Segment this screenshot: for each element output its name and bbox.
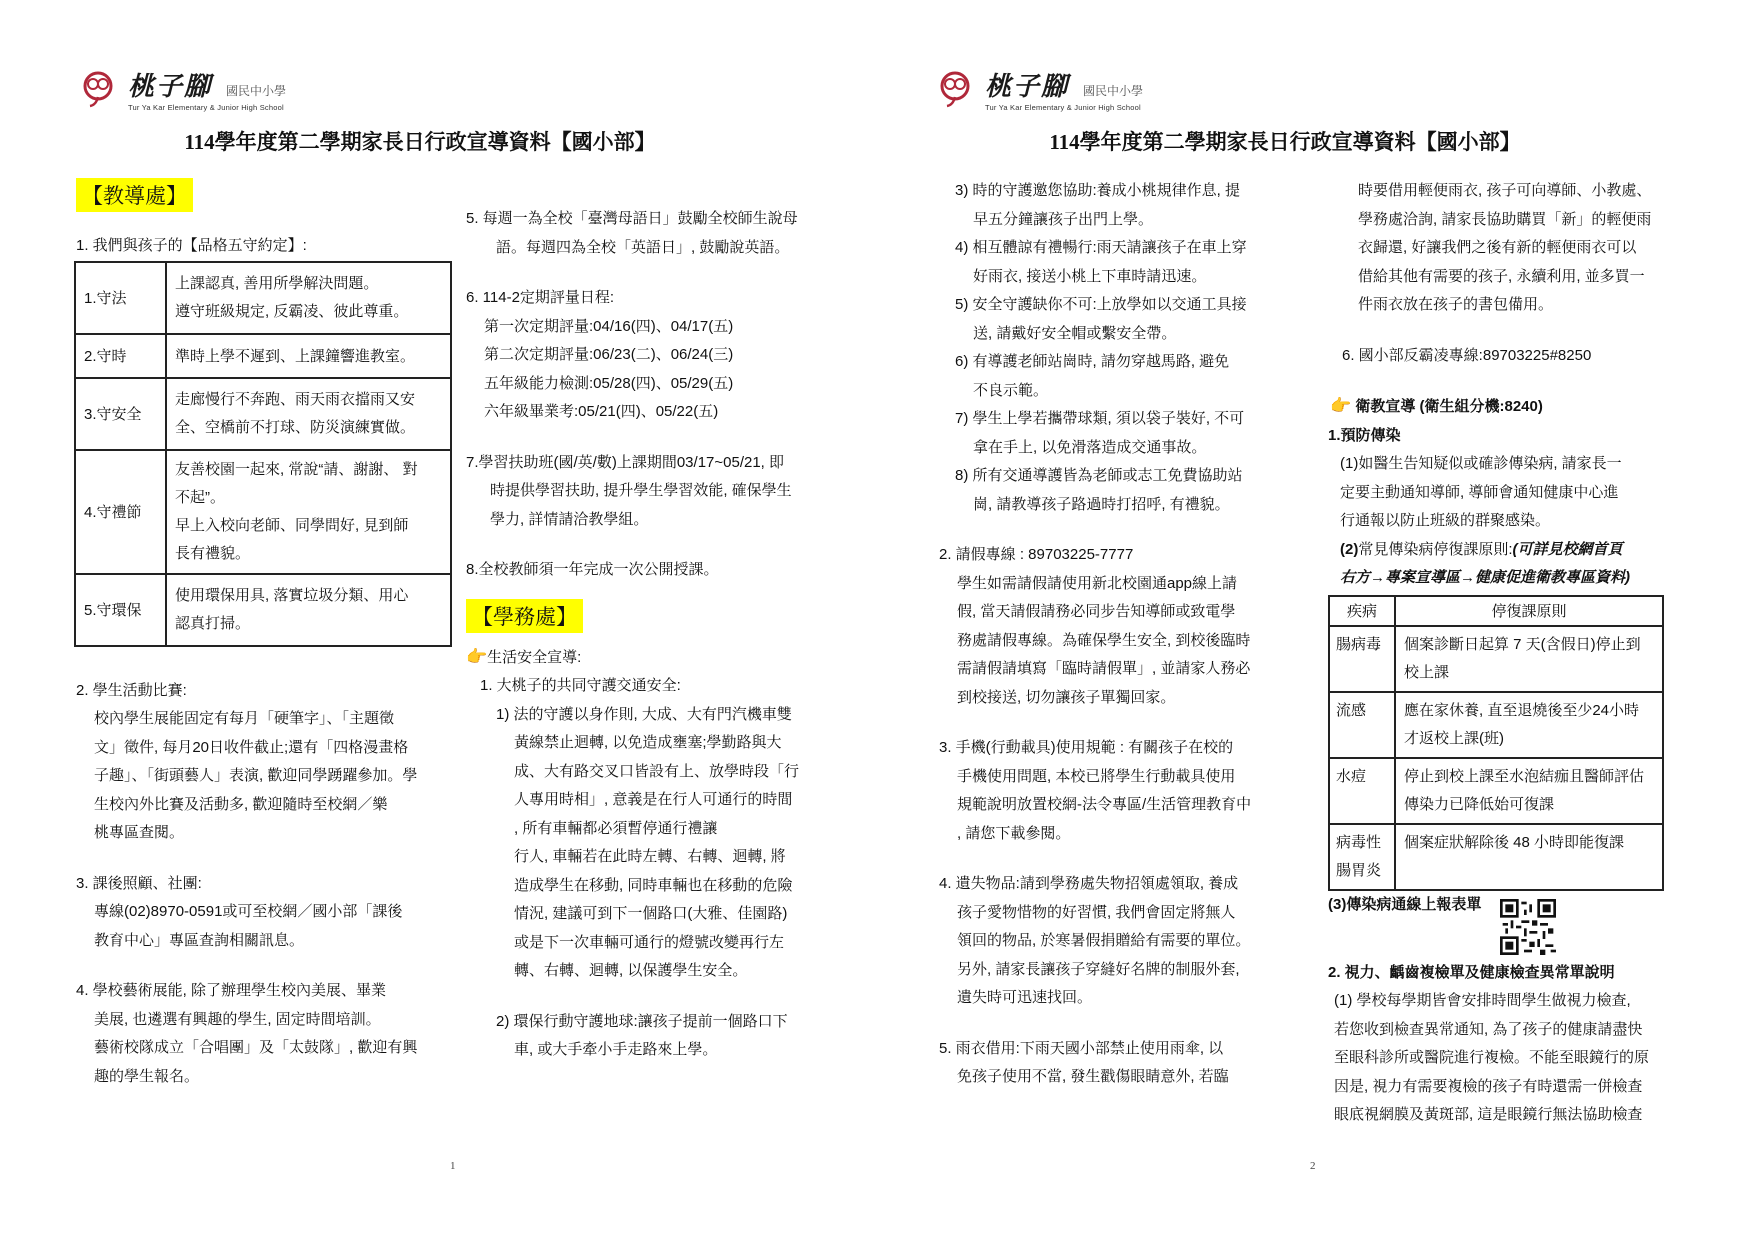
item5-body xyxy=(466,205,846,262)
item1-title: 1. 我們與孩子的【品格五守約定】: xyxy=(76,237,307,254)
text-line: (1) 學校每學期皆會安排時間學生做視力檢查, xyxy=(1334,992,1631,1009)
rule-line: 認真打掃。 xyxy=(175,614,251,632)
school-logo xyxy=(935,66,1143,112)
column-header: 疾病 xyxy=(1329,596,1395,626)
text-line: 轉、右轉、迴轉, 以保護學生安全。 xyxy=(514,962,748,979)
text-line: 5) 安全守護缺你不可:上放學如以交通工具接 xyxy=(955,296,1247,313)
text-line: 遺失時可迅速找回。 xyxy=(957,989,1093,1006)
rule-name: 4.守禮節 xyxy=(75,450,166,574)
text-line: 2. 請假專線 : 89703225-7777 xyxy=(939,546,1134,563)
table-row xyxy=(75,378,451,450)
text-line: 定要主動通知導師, 導師會通知健康中心進 xyxy=(1340,483,1619,501)
text-line: 趣的學生報名。 xyxy=(94,1067,200,1085)
text-line: 衣歸還, 好讓我們之後有新的輕便雨衣可以 xyxy=(1358,239,1637,256)
rule-name: 5.守環保 xyxy=(75,574,166,646)
text-line: 領回的物品, 於寒暑假捐贈給有需要的單位。 xyxy=(957,932,1251,949)
rule-line: 全、空橋前不打球、防災演練實做。 xyxy=(175,418,416,436)
text-line: 學務處洽詢, 請家長協助購買「新」的輕便雨 xyxy=(1358,210,1652,228)
text-line: 車, 或大手牽小手走路來上學。 xyxy=(514,1041,718,1058)
traffic-rules-3-8 xyxy=(955,177,1335,519)
antibully-hotline: 6. 國小部反霸凌專線:89703225#8250 xyxy=(1342,346,1592,364)
vision-title: 2. 視力、齲齒複檢單及健康檢查異常單說明 xyxy=(1328,963,1615,981)
rule-name: 3.守安全 xyxy=(75,378,166,450)
text-line: 造成學生在移動, 同時車輛也在移動的危險 xyxy=(514,876,793,894)
safety-title: 生活安全宣導: xyxy=(487,648,582,666)
text-line: , 請您下載參閱。 xyxy=(957,824,1071,842)
text-line: 美展, 也遴選有興趣的學生, 固定時間培訓。 xyxy=(94,1010,381,1028)
item2-body xyxy=(76,705,456,848)
text-line: 時要借用輕便雨衣, 孩子可向導師、小教處、 xyxy=(1358,182,1652,199)
rule-line: 個案症狀解除後 48 小時即能復課 xyxy=(1404,833,1625,851)
item3-body xyxy=(76,898,456,955)
text-line: 假, 當天請假請務必同步告知導師或致電學 xyxy=(957,603,1236,620)
text-line: 五年級能力檢測:05/28(四)、05/29(五) xyxy=(484,374,734,392)
text-line: 崗, 請教導孩子路過時打招呼, 有禮貌。 xyxy=(973,495,1230,513)
safety-heading xyxy=(466,643,846,673)
five-rules-table xyxy=(74,261,452,647)
rule-line: 使用環保用具, 落實垃圾分類、用心 xyxy=(175,586,409,604)
page-number: 1 xyxy=(450,1160,456,1172)
table-row xyxy=(1329,824,1663,890)
text-line: 好雨衣, 接送小桃上下車時請迅速。 xyxy=(973,267,1207,285)
text-line: 3) 時的守護邀您協助:養成小桃規律作息, 提 xyxy=(955,182,1241,199)
text-line: 早五分鐘讓孩子出門上學。 xyxy=(973,210,1154,228)
text-line: 送, 請戴好安全帽或繫安全帶。 xyxy=(973,324,1177,342)
school-name-cn: 桃子腳 xyxy=(985,72,1070,102)
item3-title: 3. 課後照顧、社團: xyxy=(76,874,202,892)
pointing-hand-icon: 👉 xyxy=(1330,396,1352,415)
prevent-title: 1.預防傳染 xyxy=(1328,426,1401,444)
safety-rule-2 xyxy=(466,1008,846,1065)
table-row xyxy=(75,450,451,574)
table-row xyxy=(75,574,451,646)
rule-line: 上課認真, 善用所學解決問題。 xyxy=(175,274,379,292)
raincoat-continued xyxy=(1340,177,1720,320)
page2-left-column xyxy=(939,177,1335,1092)
text-line: 因是, 視力有需要複檢的孩子有時還需一併檢查 xyxy=(1334,1077,1643,1095)
disease-table xyxy=(1328,595,1664,891)
school-name-cn: 桃子腳 xyxy=(128,72,213,102)
principle-note-line2: 右方→專案宣導區→健康促進衛教專區資料) xyxy=(1340,569,1630,586)
rule-line: 傳染力已降低始可復課 xyxy=(1404,795,1555,813)
item2-title: 2. 學生活動比賽: xyxy=(76,681,187,699)
rule-line: 早上入校向老師、同學問好, 見到師 xyxy=(175,516,409,534)
text-line: 手機使用問題, 本校已將學生行動載具使用 xyxy=(957,767,1236,785)
item7-body xyxy=(466,449,846,535)
text-line: 7.學習扶助班(國/英/數)上課期間03/17~05/21, 即 xyxy=(466,453,785,471)
school-logo xyxy=(78,66,286,112)
text-line: 成、大有路交叉口皆設有上、放學時段「行 xyxy=(514,762,800,780)
text-line: 不良示範。 xyxy=(973,381,1049,399)
disease-name: 腸胃炎 xyxy=(1336,861,1382,879)
text-line: 學力, 詳情請洽教學組。 xyxy=(490,510,649,528)
text-line: , 所有車輛都必須暫停通行禮讓 xyxy=(514,819,718,837)
table-row xyxy=(75,334,451,378)
text-line: 5. 雨衣借用:下雨天國小部禁止使用雨傘, 以 xyxy=(939,1039,1224,1057)
peach-logo-icon xyxy=(935,69,975,109)
principle-prefix: (2) xyxy=(1340,540,1359,558)
text-line: 需請假請填寫「臨時請假單」, 並請家人務必 xyxy=(957,660,1251,677)
text-line: 4. 遺失物品:請到學務處失物招領處領取, 養成 xyxy=(939,875,1239,892)
text-line: 2) 環保行動守護地球:讓孩子提前一個路口下 xyxy=(496,1012,788,1030)
disease-name: 腸病毒 xyxy=(1329,626,1395,692)
text-line: 5. 每週一為全校「臺灣母語日」鼓勵全校師生說母 xyxy=(466,210,798,227)
principle-heading xyxy=(1340,536,1720,565)
page2-right-column xyxy=(1328,177,1720,1130)
disease-name: 水痘 xyxy=(1329,758,1395,824)
principle-text: 常見傳染病停復課原則: xyxy=(1358,540,1513,558)
text-line: 第一次定期評量:04/16(四)、04/17(五) xyxy=(484,317,734,335)
column-header: 停復課原則 xyxy=(1395,596,1663,626)
text-line: 4. 學校藝術展能, 除了辦理學生校內美展、畢業 xyxy=(76,982,387,999)
rule-line: 友善校園一起來, 常說“請、謝謝、 對 xyxy=(175,460,418,478)
section-heading-xuewu: 【學務處】 xyxy=(466,599,583,633)
rule-line: 應在家休養, 直至退燒後至少24小時 xyxy=(1404,701,1640,719)
text-line: 語。每週四為全校「英語日」, 鼓勵說英語。 xyxy=(496,238,790,256)
rule-line: 走廊慢行不奔跑、雨天雨衣擋雨又安 xyxy=(175,390,416,408)
text-line: 第二次定期評量:06/23(二)、06/24(三) xyxy=(484,346,734,363)
rule-line: 校上課 xyxy=(1404,663,1450,681)
rule-line: 停止到校上課至水泡結痂且醫師評估 xyxy=(1404,767,1645,785)
text-line: 3. 手機(行動載具)使用規範 : 有關孩子在校的 xyxy=(939,739,1234,756)
rule-line: 長有禮貌。 xyxy=(175,544,251,562)
health-heading xyxy=(1330,392,1720,422)
rule-line: 不起”。 xyxy=(175,488,225,506)
item4-body xyxy=(76,977,456,1091)
peach-logo-icon xyxy=(78,69,118,109)
rule-line: 遵守班級規定, 反霸凌、彼此尊重。 xyxy=(175,302,409,320)
text-line: 借給其他有需要的孩子, 永續利用, 並多買一 xyxy=(1358,267,1645,285)
text-line: 黃線禁止迴轉, 以免造成壅塞;學勤路與大 xyxy=(514,734,782,751)
text-line: 六年級畢業考:05/21(四)、05/22(五) xyxy=(484,403,719,420)
exam-schedule xyxy=(466,313,846,427)
text-line: 眼底視網膜及黃斑部, 這是眼鏡行無法協助檢查 xyxy=(1334,1106,1643,1123)
text-line: 校內學生展能固定有每月「硬筆字」、「主題徵 xyxy=(94,710,395,727)
raincoat-lending xyxy=(939,1035,1335,1092)
text-line: 若您收到檢查異常通知, 為了孩子的健康請盡快 xyxy=(1334,1020,1643,1038)
text-line: 子趣」、「街頭藝人」表演, 歡迎同學踴躍參加。學 xyxy=(94,767,418,784)
rule-line: 個案診斷日起算 7 天(含假日)停止到 xyxy=(1404,635,1641,653)
rule-name: 1.守法 xyxy=(75,262,166,334)
text-line: 8) 所有交通導護皆為老師或志工免費協助站 xyxy=(955,467,1243,484)
text-line: 免孩子使用不當, 發生戳傷眼睛意外, 若臨 xyxy=(957,1068,1229,1085)
page1-right-column xyxy=(466,205,846,1065)
text-line: 人專用時相」, 意義是在行人可通行的時間 xyxy=(514,791,793,808)
text-line: 孩子愛物惜物的好習慣, 我們會固定將無人 xyxy=(957,903,1236,921)
text-line: 桃專區查閱。 xyxy=(94,824,185,841)
disease-name: 病毒性 xyxy=(1336,833,1382,851)
vision-body xyxy=(1334,987,1720,1130)
lost-items xyxy=(939,870,1335,1013)
safety-sub1: 1. 大桃子的共同守護交通安全: xyxy=(480,677,681,694)
text-line: (1)如醫生告知疑似或確診傳染病, 請家長一 xyxy=(1340,455,1622,472)
rule-line: 才返校上課(班) xyxy=(1404,729,1504,747)
text-line: 專線(02)8970-0591或可至校網／國小部「課後 xyxy=(94,903,403,920)
school-name-en: Tur Ya Kar Elementary & Junior High School xyxy=(128,103,284,112)
text-line: 或是下一次車輛可通行的燈號改變再行左 xyxy=(514,933,785,951)
prevent-body xyxy=(1340,450,1720,536)
leave-hotline xyxy=(939,541,1335,712)
table-row xyxy=(1329,626,1663,692)
text-line: 到校接送, 切勿讓孩子單獨回家。 xyxy=(957,688,1176,706)
text-line: 4) 相互體諒有禮暢行:雨天請讓孩子在車上穿 xyxy=(955,239,1247,256)
safety-rule-1 xyxy=(466,701,846,986)
report-form-row xyxy=(1328,891,1720,955)
table-row xyxy=(1329,758,1663,824)
text-line: 生校內外比賽及活動多, 歡迎隨時至校網／樂 xyxy=(94,795,388,813)
principle-note: (可詳見校網首頁 xyxy=(1512,540,1623,558)
rule-name: 2.守時 xyxy=(75,334,166,378)
table-row xyxy=(75,262,451,334)
text-line: 行通報以防止班級的群聚感染。 xyxy=(1340,512,1551,529)
text-line: 時提供學習扶助, 提升學生學習效能, 確保學生 xyxy=(490,482,792,499)
report-form-label: (3)傳染病通線上報表單 xyxy=(1328,895,1482,913)
text-line: 文」徵件, 每月20日收件截止;還有「四格漫畫格 xyxy=(94,738,409,756)
page1-left-column xyxy=(76,178,456,1091)
table-row xyxy=(1329,692,1663,758)
item8: 8.全校教師須一年完成一次公開授課。 xyxy=(466,561,719,578)
item6-title: 6. 114-2定期評量日程: xyxy=(466,289,615,306)
text-line: 另外, 請家長讓孩子穿縫好名牌的制服外套, xyxy=(957,960,1240,978)
text-line: 6) 有導護老師站崗時, 請勿穿越馬路, 避免 xyxy=(955,353,1230,370)
rule-line: 準時上學不遲到、上課鐘響進教室。 xyxy=(175,348,416,365)
qr-code-icon[interactable] xyxy=(1500,899,1556,955)
text-line: 情況, 建議可到下一個路口(大雅、佳園路) xyxy=(514,905,788,922)
text-line: 至眼科診所或醫院進行複檢。不能至眼鏡行的原 xyxy=(1334,1049,1650,1066)
page-number: 2 xyxy=(1310,1160,1316,1172)
pointing-hand-icon: 👉 xyxy=(466,646,488,666)
school-name-en: Tur Ya Kar Elementary & Junior High School xyxy=(985,103,1141,112)
health-title: 衛教宣導 (衛生組分機:8240) xyxy=(1355,398,1543,415)
text-line: 藝術校隊成立「合唱團」及「太鼓隊」, 歡迎有興 xyxy=(94,1039,418,1056)
text-line: 規範說明放置校網-法令專區/生活管理教育中 xyxy=(957,796,1252,813)
text-line: 行人, 車輛若在此時左轉、右轉、迴轉, 將 xyxy=(514,848,786,865)
text-line: 1) 法的守護以身作則, 大成、大有門汽機車雙 xyxy=(496,705,792,723)
text-line: 7) 學生上學若攜帶球類, 須以袋子裝好, 不可 xyxy=(955,410,1245,427)
phone-rules xyxy=(939,734,1335,848)
school-type: 國民中小學 xyxy=(1083,84,1144,98)
table-header-row xyxy=(1329,596,1663,626)
text-line: 務處請假專線。為確保學生安全, 到校後臨時 xyxy=(957,631,1251,649)
text-line: 件雨衣放在孩子的書包備用。 xyxy=(1358,296,1554,313)
text-line: 教育中心」專區查詢相關訊息。 xyxy=(94,931,305,949)
disease-name: 流感 xyxy=(1329,692,1395,758)
document-title: 114學年度第二學期家長日行政宣導資料【國小部】 xyxy=(184,130,656,154)
section-heading-jiaodao: 【教導處】 xyxy=(76,178,193,212)
school-type: 國民中小學 xyxy=(226,84,287,98)
text-line: 拿在手上, 以免滑落造成交通事故。 xyxy=(973,438,1207,456)
document-title: 114學年度第二學期家長日行政宣導資料【國小部】 xyxy=(1049,130,1521,154)
text-line: 學生如需請假請使用新北校園通app線上請 xyxy=(957,574,1238,592)
